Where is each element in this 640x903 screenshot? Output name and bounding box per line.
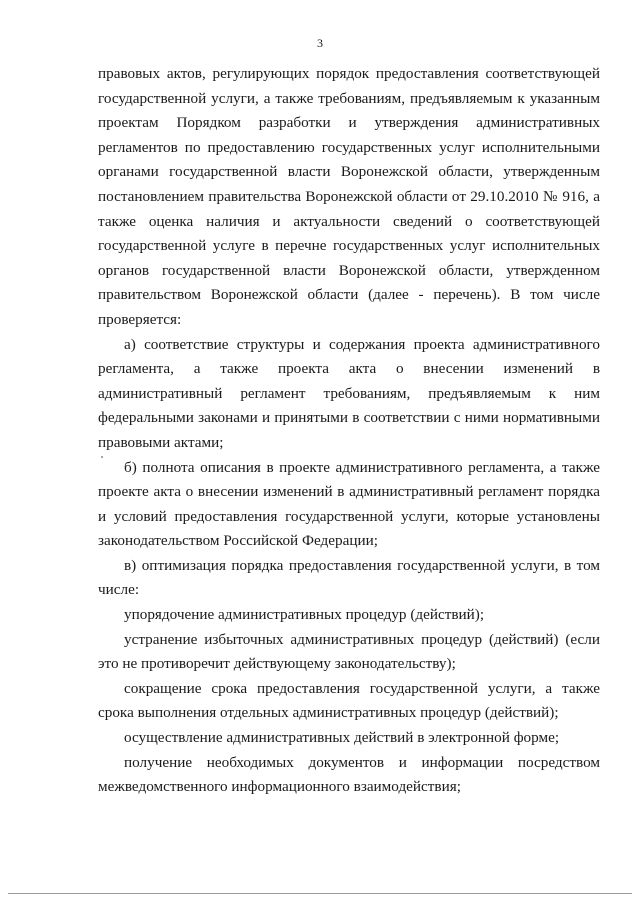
paragraph-item-a: а) соответствие структуры и содержания проекта административного регламента, а также проекта акта о внесении изменений в административный регламент требованиям, предъявляемым к ним федеральными законами и принятыми в соответствии с ними нормативными правовыми актами; bbox=[98, 335, 600, 451]
scan-speck bbox=[101, 456, 103, 458]
paragraph-continuation: правовых актов, регулирующих порядок предоставления соответствующей государственной услуги, а также требованиям, предъявляемым к указанным проектам Порядком разработки и утверждения административных регламентов по предоставлению государственных услуг исполнительными органами государственной власти Воронежской области, утвержденным постановлением правительства Воронежской области от 29.10.2010 № 916, а также оценка наличия и актуальности сведений о соответствующей государственной услуге в перечне государственных услуг исполнительных органов государственной власти Воронежской области, утвержденном правительством Воронежской области (далее - перечень). В том числе проверяется: bbox=[98, 65, 600, 328]
paragraph-interagency: получение необходимых документов и информации посредством межведомственного информационного взаимодействия; bbox=[98, 753, 600, 796]
paragraph-elimination: устранение избыточных административных процедур (действий) (если это не противоречит действующему законодательству); bbox=[98, 630, 600, 673]
paragraph-item-v: в) оптимизация порядка предоставления государственной услуги, в том числе: bbox=[98, 556, 600, 599]
paragraph-item-b: б) полнота описания в проекте административного регламента, а также проекте акта о внесении изменений в административный регламент порядка и условий предоставления государственной услуги, которые установлены законодательством Российской Федерации; bbox=[98, 458, 600, 550]
paragraph-electronic: осуществление административных действий в электронной форме; bbox=[124, 729, 560, 747]
page-number: 3 bbox=[317, 36, 323, 50]
paragraph-reduction: сокращение срока предоставления государственной услуги, а также срока выполнения отдельных административных процедур (действий); bbox=[98, 679, 600, 722]
document-body bbox=[98, 62, 600, 800]
paragraph-ordering: упорядочение административных процедур (действий); bbox=[124, 606, 485, 624]
scan-bottom-edge bbox=[8, 893, 632, 894]
